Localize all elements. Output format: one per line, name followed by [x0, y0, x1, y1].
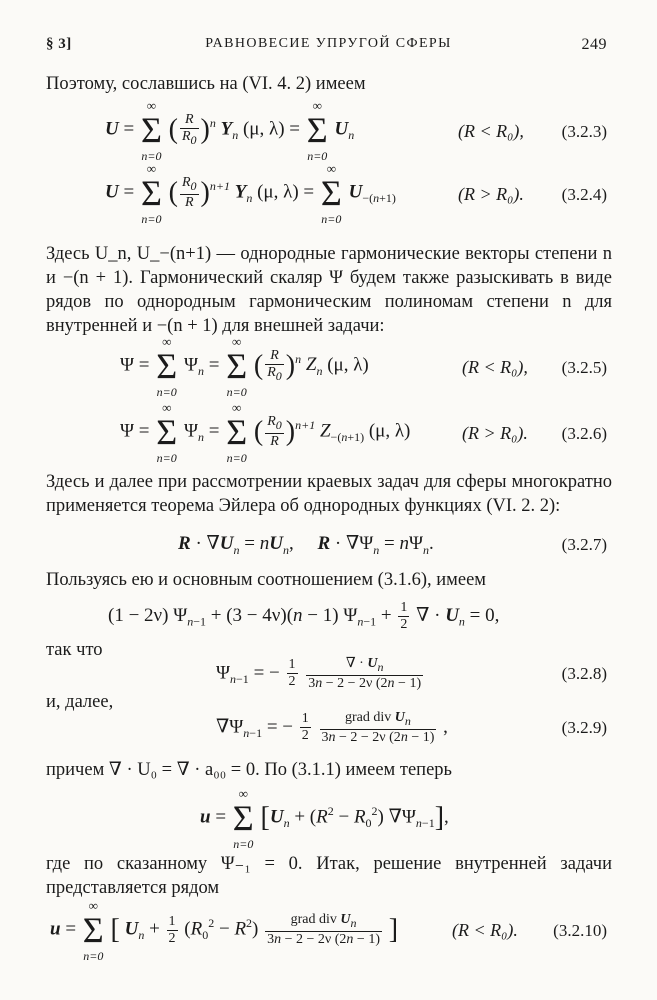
equation-number-3-2-10: (3.2.10) [553, 921, 607, 940]
equation-3-2-3: U = Σ ∞ n=0 ( $\frac{R}{R_0}$ )$^n$ $Y_n$ (μ, λ) = Σ ∞ n=0 $U_n$ [105, 98, 355, 163]
paragraph-7: причем ∇ · U₀ = ∇ · a₀₀ = 0. По (3.1.1) имеем теперь [46, 760, 452, 780]
condition-3-2-6: (R > R₀). [462, 423, 528, 443]
paragraph-5: так что [46, 640, 103, 660]
paragraph-4: Пользуясь ею и основным соотношением (3.1.6), имеем [46, 570, 486, 590]
paragraph-8: где по сказанному Ψ₋₁ = 0. Итак, решение внутренней задачи представляется рядом [46, 854, 612, 898]
condition-3-2-3: (R < R₀), [458, 121, 524, 141]
paragraph-2: Здесь U_n, U_−(n+1) — однородные гармонические векторы степени n и −(n + 1). Гармонический скаляр Ψ будем также разыскивать в виде рядов по однородным гармоническим полиномам степени n для внутренней и −(n + 1) для внешней задачи: [46, 244, 612, 336]
condition-3-2-4: (R > R₀). [458, 184, 524, 204]
equation-euler-relation: (1 − 2ν) $\Psi_{n-1} + (3 - 4\nu)(n - 1) \Psi_{n-1}$ + $\frac{1}{2}$ ∇ · $U_n = 0$, [108, 600, 500, 632]
paragraph-6: и, далее, [46, 692, 114, 712]
equation-3-2-5: Ψ = Σ ∞ n=0 $\Psi_n = \Sigma$ ∞ n=0 ( $\frac{R}{R_0}$ )$^n$ $Z_n$ (μ, λ) [120, 334, 369, 399]
equation-number-3-2-7: (3.2.7) [561, 535, 607, 554]
running-title: РАВНОВЕСИЕ УПРУГОЙ СФЕРЫ [205, 36, 452, 51]
equation-3-2-4: U = Σ ∞ n=0 ( $\frac{R_0}{R}$ )$^{n+1}$ $Y_n$ (μ, λ) = Σ ∞ n=0 $U_{-(n+1)}$ [105, 161, 396, 226]
equation-3-2-7: $R \cdot \nabla U_n = nU_n$, $R \cdot \nabla\Psi_n = n\Psi_n$. [178, 533, 434, 557]
equation-number-3-2-4: (3.2.4) [561, 185, 607, 204]
equation-number-3-2-9: (3.2.9) [561, 718, 607, 737]
page-number: 249 [581, 36, 607, 53]
condition-3-2-5: (R < R₀), [462, 357, 528, 377]
section-marker: § 3] [46, 36, 72, 52]
condition-3-2-10: (R < R₀). [452, 920, 518, 940]
equation-u-series-general: u = Σ ∞ n=0 [$U_n + (R^2 - R_0^2)$ $\nabla\Psi_{n-1}$], [200, 786, 449, 851]
equation-number-3-2-5: (3.2.5) [561, 358, 607, 377]
paragraph-1: Поэтому, сославшись на (VI. 4. 2) имеем [46, 74, 366, 94]
equation-number-3-2-3: (3.2.3) [561, 122, 607, 141]
paragraph-3: Здесь и далее при рассмотрении краевых задач для сферы многократно применяется теорема Эйлера об однородных функциях (VI. 2. 2): [46, 472, 612, 516]
equation-3-2-9: $\nabla\Psi_{n-1}$ = − $\frac{1}{2}$ $\frac{grad div U_n}{3n - 2 - 2\nu (2n - 1)}$ , [216, 710, 448, 745]
equation-number-3-2-6: (3.2.6) [561, 424, 607, 443]
equation-number-3-2-8: (3.2.8) [561, 664, 607, 683]
equation-3-2-6: Ψ = Σ ∞ n=0 $\Psi_n = \Sigma$ ∞ n=0 ( $\frac{R_0}{R}$ )$^{n+1}$ $Z_{-(n+1)}$ (μ, λ) [120, 400, 411, 465]
equation-3-2-8: $\Psi_{n-1}$ = − $\frac{1}{2}$ $\frac{\nabla \cdot U_n}{3n - 2 - 2\nu (2n - 1)}$ [216, 656, 422, 691]
equation-3-2-10: u = Σ ∞ n=0 [ $U_n$ + $\frac{1}{2}$ $(R_0^2 - R^2)$ $\frac{grad div U_n}{3n - 2 - 2\nu (2n - 1)}$ ] [50, 898, 399, 963]
